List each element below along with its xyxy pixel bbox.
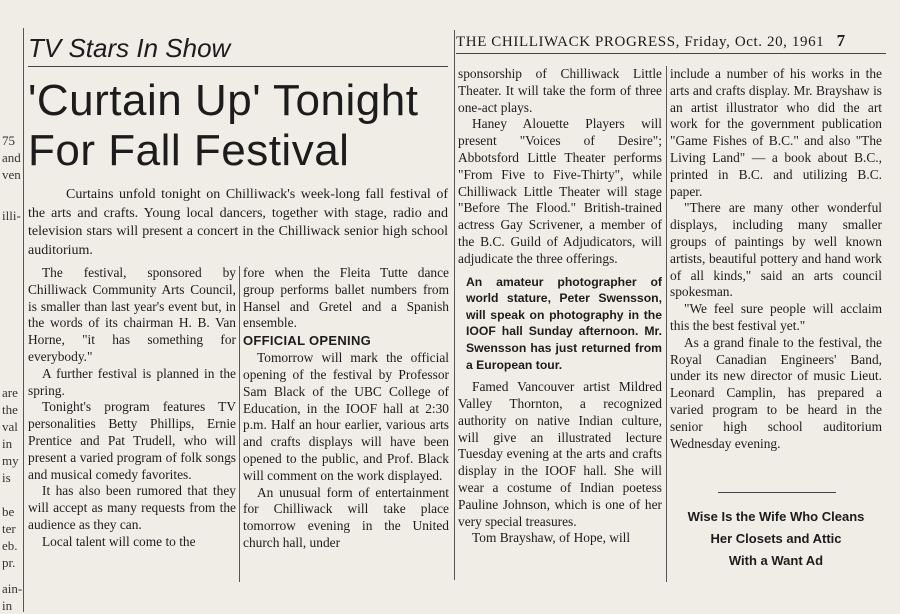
page-number: 7 — [836, 31, 846, 50]
fragment: eb. — [2, 538, 18, 553]
paragraph: sponsorship of Chilliwack Little Theater. It will take the form of three one-act plays. — [458, 66, 662, 115]
fragment: ain- — [2, 581, 23, 596]
fragment: in — [2, 598, 13, 613]
body-column-3 — [458, 66, 662, 547]
paragraph: Local talent will come to the — [42, 533, 196, 549]
fragment: be — [2, 504, 15, 519]
paragraph: Tomorrow will mark the official opening of the festival by Professor Sam Black of the UBC College of Education, in the IOOF hall at 2:30 p.m. Half an hour earlier, various arts and crafts displays will have been opened to the public, and Prof. Black will comment on the work displayed. — [243, 350, 449, 483]
fragment: ter — [2, 521, 16, 536]
kicker: TV Stars In Show — [28, 33, 231, 63]
paragraph: Famed Vancouver artist Mildred Valley Thornton, a recognized authority on native Indian culture, will give an illustrated lecture Tuesday evening at the arts and crafts display in the IOOF hall. She will wear a costume of Indian poetess Pauline Johnson, which is one of her very special treasures. — [458, 379, 662, 529]
fragment: illi- — [2, 208, 21, 223]
ad-line-1: Wise Is the Wife Who Cleans — [687, 509, 865, 524]
kicker-rule — [28, 66, 448, 67]
body-column-2 — [243, 265, 449, 552]
ad-line-3: With a Want Ad — [728, 553, 824, 568]
ad-rule — [718, 492, 836, 493]
paragraph: Tonight's program features TV personalities Betty Phillips, Ernie Prentice and Pat Trudell, who will present a varied program of folk songs and musical comedy favorites. — [28, 399, 236, 482]
fragment: pr. — [2, 555, 16, 570]
paragraph: Haney Alouette Players will present "Voices of Desire"; Abbotsford Little Theater performs "From Five to Five-Thirty", while Chilliwack Little Theater will stage "Before The Flood." British-trained actress Gay Scrivener, a member of the B.C. Guild of Adjudicators, will adjudicate the three offerings. — [458, 116, 662, 266]
masthead — [456, 31, 846, 51]
paragraph: A further festival is planned in the spring. — [28, 365, 236, 398]
fragment: are — [2, 385, 18, 400]
body-column-1 — [28, 265, 236, 551]
paragraph: "We feel sure people will acclaim this the best festival yet." — [670, 301, 882, 333]
column-rule — [23, 28, 24, 612]
want-ad — [670, 506, 882, 572]
masthead-paper: THE CHILLIWACK PROGRESS, Friday, Oct. 20, 1961 — [456, 34, 825, 50]
paragraph: An unusual form of entertainment for Chilliwack will take place tomorrow evening in the United church hall, under — [243, 484, 449, 550]
headline-line-2: For Fall Festival — [28, 126, 350, 175]
headline — [28, 76, 452, 176]
paragraph: "There are many other wonderful displays, including many smaller groups of paintings by well known artists, beautiful pottery and hand work of all kinds," said an arts council spokesman. — [670, 200, 882, 300]
paragraph: fore when the Fleita Tutte dance group performs ballet numbers from Hansel and Gretel and a Spanish ensemble. — [243, 265, 449, 331]
lede: Curtains unfold tonight on Chilliwack's week-long fall festival of the arts and crafts. Young local dancers, together with stage, radio and television stars will present a concert in the Chilliwack senior high school auditorium. — [28, 187, 448, 258]
photographer-note: An amateur photographer of world stature, Peter Swensson, will speak on photography in the IOOF hall Sunday afternoon. Mr. Swensson has just returned from a European tour. — [466, 274, 662, 372]
headline-line-1: 'Curtain Up' Tonight — [28, 76, 419, 125]
paragraph: It has also been rumored that they will accept as many requests from the audience as they can. — [28, 483, 236, 532]
fragment: 75 — [2, 133, 15, 148]
body-column-4 — [670, 66, 882, 452]
ad-line-2: Her Closets and Attic — [710, 531, 842, 546]
subhead: OFFICIAL OPENING — [243, 333, 372, 349]
column-rule — [239, 266, 240, 582]
column-rule — [666, 66, 667, 582]
paragraph: As a grand finale to the festival, the Royal Canadian Engineers' Band, under its new director of music Lieut. Leonard Camplin, has prepared a varied program to be heard in the senior high school auditorium Wednesday evening. — [670, 334, 882, 451]
column-rule — [454, 30, 455, 580]
paragraph: The festival, sponsored by Chilliwack Community Arts Council, is smaller than last year's event but, in the words of its chairman H. B. Van Horne, "it has something for everybody." — [28, 265, 236, 364]
fragment: the — [2, 402, 18, 417]
fragment: is — [2, 470, 11, 485]
paragraph: Tom Brayshaw, of Hope, will — [472, 530, 631, 546]
fragment: ven — [2, 167, 21, 182]
fragment: and — [2, 150, 21, 165]
fragment: my — [2, 453, 19, 468]
paragraph: include a number of his works in the arts and crafts display. Mr. Brayshaw is an artist illustrator who did the art work for the government publication "Game Fishes of B.C." and also "The Living Land" — a book about B.C., printed in B.C. and utilizing B.C. paper. — [670, 66, 882, 199]
masthead-rule — [456, 53, 886, 54]
fragment: val — [2, 419, 18, 434]
fragment: in — [2, 436, 13, 451]
